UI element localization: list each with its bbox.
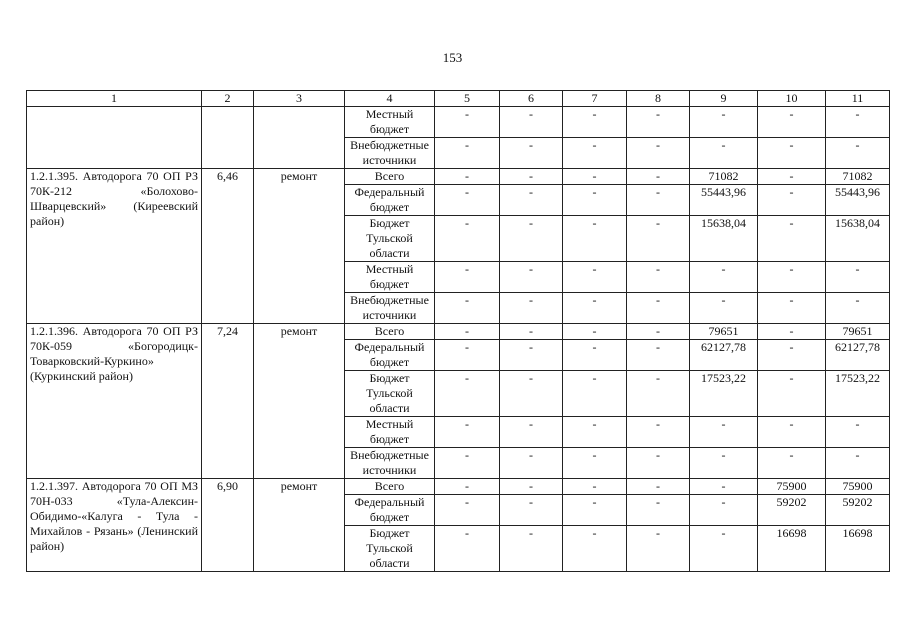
value-cell: 75900 (826, 479, 890, 495)
value-cell: 16698 (826, 526, 890, 572)
value-cell: - (758, 107, 826, 138)
road-length-cell (202, 107, 254, 169)
value-cell: - (435, 138, 500, 169)
road-length-cell: 6,90 (202, 479, 254, 572)
value-cell: - (826, 293, 890, 324)
value-cell: 62127,78 (826, 340, 890, 371)
value-cell: - (500, 495, 563, 526)
value-cell: - (563, 371, 627, 417)
funding-source-cell: Внебюджетные источники (345, 293, 435, 324)
value-cell: - (758, 262, 826, 293)
funding-source-cell: Бюджет Тульской области (345, 526, 435, 572)
value-cell: - (758, 216, 826, 262)
value-cell: 55443,96 (690, 185, 758, 216)
value-cell: - (627, 479, 690, 495)
header-cell: 7 (563, 91, 627, 107)
value-cell: - (435, 262, 500, 293)
value-cell: - (758, 448, 826, 479)
value-cell: - (500, 526, 563, 572)
road-name-cell: 1.2.1.395. Автодорога 70 ОП РЗ 70К-212 «Болохово-Шварцевский» (Киреевский район) (27, 169, 202, 324)
value-cell: - (500, 262, 563, 293)
value-cell: - (690, 107, 758, 138)
value-cell: - (563, 169, 627, 185)
value-cell: - (563, 417, 627, 448)
value-cell: - (758, 169, 826, 185)
value-cell: 75900 (758, 479, 826, 495)
value-cell: 71082 (826, 169, 890, 185)
value-cell: - (435, 185, 500, 216)
table-row (27, 107, 890, 138)
value-cell: - (627, 169, 690, 185)
value-cell: 16698 (758, 526, 826, 572)
road-length-cell: 6,46 (202, 169, 254, 324)
value-cell: - (435, 169, 500, 185)
funding-source-cell: Местный бюджет (345, 262, 435, 293)
value-cell: - (500, 340, 563, 371)
value-cell: - (435, 293, 500, 324)
value-cell: - (500, 324, 563, 340)
value-cell: 59202 (826, 495, 890, 526)
work-type-cell (254, 107, 345, 169)
value-cell: - (627, 138, 690, 169)
value-cell: - (758, 185, 826, 216)
value-cell: - (758, 138, 826, 169)
value-cell: - (627, 107, 690, 138)
header-cell: 4 (345, 91, 435, 107)
value-cell: - (563, 448, 627, 479)
table-row (27, 324, 890, 340)
road-length-cell: 7,24 (202, 324, 254, 479)
value-cell: 55443,96 (826, 185, 890, 216)
work-type-cell: ремонт (254, 479, 345, 572)
value-cell: - (563, 138, 627, 169)
value-cell: 15638,04 (690, 216, 758, 262)
value-cell: - (563, 324, 627, 340)
value-cell: - (826, 417, 890, 448)
value-cell: - (563, 216, 627, 262)
header-cell: 3 (254, 91, 345, 107)
header-cell: 5 (435, 91, 500, 107)
value-cell: - (435, 417, 500, 448)
value-cell: - (435, 107, 500, 138)
value-cell: - (826, 262, 890, 293)
value-cell: - (826, 107, 890, 138)
value-cell: - (435, 216, 500, 262)
value-cell: - (563, 262, 627, 293)
header-row (27, 91, 890, 107)
value-cell: - (435, 495, 500, 526)
funding-source-cell: Всего (345, 479, 435, 495)
value-cell: - (627, 371, 690, 417)
value-cell: - (500, 448, 563, 479)
value-cell: - (563, 495, 627, 526)
value-cell: - (690, 417, 758, 448)
header-cell: 2 (202, 91, 254, 107)
funding-source-cell: Внебюджетные источники (345, 448, 435, 479)
value-cell: - (500, 185, 563, 216)
value-cell: - (826, 138, 890, 169)
header-cell: 10 (758, 91, 826, 107)
road-name-cell (27, 107, 202, 169)
value-cell: - (627, 262, 690, 293)
funding-source-cell: Местный бюджет (345, 417, 435, 448)
value-cell: - (563, 479, 627, 495)
funding-source-cell: Бюджет Тульской области (345, 216, 435, 262)
funding-source-cell: Всего (345, 324, 435, 340)
value-cell: - (627, 448, 690, 479)
value-cell: - (500, 417, 563, 448)
value-cell: - (758, 293, 826, 324)
funding-source-cell: Федеральный бюджет (345, 185, 435, 216)
table-row (27, 169, 890, 185)
value-cell: 59202 (758, 495, 826, 526)
funding-source-cell: Федеральный бюджет (345, 495, 435, 526)
funding-source-cell: Всего (345, 169, 435, 185)
value-cell: - (500, 293, 563, 324)
value-cell: - (435, 371, 500, 417)
value-cell: - (690, 262, 758, 293)
value-cell: 17523,22 (826, 371, 890, 417)
work-type-cell: ремонт (254, 324, 345, 479)
value-cell: - (690, 448, 758, 479)
value-cell: - (627, 185, 690, 216)
value-cell: - (758, 324, 826, 340)
value-cell: - (627, 216, 690, 262)
header-cell: 1 (27, 91, 202, 107)
value-cell: - (758, 371, 826, 417)
value-cell: - (500, 371, 563, 417)
value-cell: 15638,04 (826, 216, 890, 262)
value-cell: - (690, 495, 758, 526)
value-cell: - (627, 526, 690, 572)
value-cell: - (500, 216, 563, 262)
value-cell: - (500, 169, 563, 185)
value-cell: - (563, 293, 627, 324)
funding-source-cell: Федеральный бюджет (345, 340, 435, 371)
value-cell: 62127,78 (690, 340, 758, 371)
table-body (27, 91, 890, 572)
value-cell: - (690, 293, 758, 324)
value-cell: - (758, 340, 826, 371)
value-cell: - (563, 340, 627, 371)
road-name-cell: 1.2.1.397. Автодорога 70 ОП МЗ 70Н-033 «Тула-Алексин-Обидимо-«Калуга - Тула - Михайлов - Рязань» (Ленинский район) (27, 479, 202, 572)
table-row (27, 479, 890, 495)
value-cell: 79651 (826, 324, 890, 340)
value-cell: - (435, 479, 500, 495)
value-cell: - (627, 293, 690, 324)
value-cell: - (435, 526, 500, 572)
value-cell: - (563, 107, 627, 138)
value-cell: - (627, 417, 690, 448)
value-cell: - (435, 324, 500, 340)
value-cell: - (563, 526, 627, 572)
header-cell: 9 (690, 91, 758, 107)
value-cell: - (690, 138, 758, 169)
value-cell: - (627, 324, 690, 340)
header-cell: 8 (627, 91, 690, 107)
value-cell: - (435, 340, 500, 371)
value-cell: 79651 (690, 324, 758, 340)
funding-source-cell: Внебюджетные источники (345, 138, 435, 169)
value-cell: - (826, 448, 890, 479)
value-cell: - (500, 138, 563, 169)
value-cell: 17523,22 (690, 371, 758, 417)
budget-table (26, 90, 890, 572)
work-type-cell: ремонт (254, 169, 345, 324)
value-cell: - (435, 448, 500, 479)
funding-source-cell: Местный бюджет (345, 107, 435, 138)
value-cell: - (627, 495, 690, 526)
value-cell: - (500, 107, 563, 138)
value-cell: - (690, 479, 758, 495)
value-cell: - (690, 526, 758, 572)
value-cell: - (758, 417, 826, 448)
funding-source-cell: Бюджет Тульской области (345, 371, 435, 417)
value-cell: - (627, 340, 690, 371)
road-name-cell: 1.2.1.396. Автодорога 70 ОП РЗ 70К-059 «Богородицк-Товарковский-Куркино» (Куркинский район) (27, 324, 202, 479)
value-cell: - (563, 185, 627, 216)
value-cell: 71082 (690, 169, 758, 185)
value-cell: - (500, 479, 563, 495)
header-cell: 6 (500, 91, 563, 107)
header-cell: 11 (826, 91, 890, 107)
page-number: 153 (442, 50, 463, 65)
